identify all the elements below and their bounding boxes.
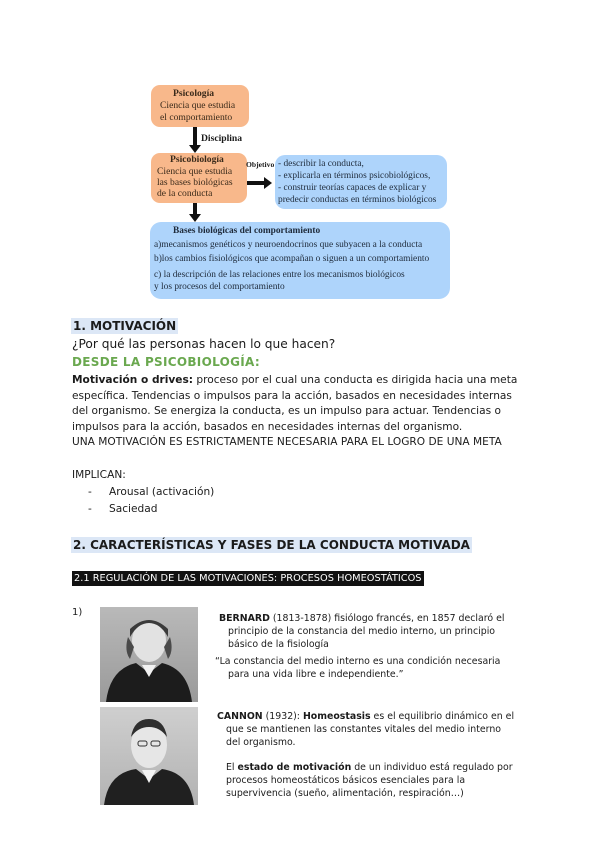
definition-line-5: UNA MOTIVACIÓN ES ESTRICTAMENTE NECESARIA PARA EL LOGRO DE UNA META — [72, 436, 502, 448]
psicobiologia-line-1: Ciencia que estudia — [157, 166, 233, 177]
caracteristicas-heading: 2. CARACTERÍSTICAS Y FASES DE LA CONDUCTA MOTIVADA — [73, 538, 470, 552]
implican-item-text: Saciedad — [109, 502, 158, 515]
cannon-year: (1932): — [262, 711, 303, 722]
psicobiologia-line-3: de la conducta — [157, 188, 213, 199]
bullet-dash: - — [88, 502, 92, 515]
implican-item-text: Arousal (activación) — [109, 486, 215, 498]
objetivo-label: Objetivo — [246, 160, 275, 169]
bernard-name: BERNARD — [219, 613, 270, 624]
implican-item — [88, 485, 214, 501]
cannon-p2-line-2: procesos homeostáticos básicos esenciales para la — [226, 775, 466, 786]
cannon-p2-pre: El — [226, 762, 238, 773]
bases-line-c: c) la descripción de las relaciones entre los mecanismos biológicos — [154, 270, 405, 280]
bases-box — [150, 222, 450, 299]
psicologia-line-2: el comportamiento — [160, 112, 233, 123]
cannon-p2-line-3: supervivencia (sueño, alimentación, respiración…) — [226, 788, 464, 799]
portrait-silhouette — [100, 707, 198, 805]
item-number: 1) — [72, 607, 83, 618]
psicobiologia-line-2: las bases biológicas — [157, 177, 233, 188]
cannon-line-3: del organismo. — [226, 737, 296, 748]
bernard-line-3: básico de la fisiología — [228, 639, 329, 650]
bernard-line-1: (1813-1878) fisiólogo francés, en 1857 declaró el — [269, 613, 505, 624]
objetivo-box — [275, 155, 447, 209]
disciplina-label: Disciplina — [201, 133, 243, 144]
regulacion-subheading: 2.1 REGULACIÓN DE LAS MOTIVACIONES: PROCESOS HOMEOSTÁTICOS — [74, 573, 422, 584]
objetivo-line-2: - explicarla en términos psicobiológicos, — [278, 171, 431, 181]
motivacion-heading: 1. MOTIVACIÓN — [73, 319, 177, 333]
bases-line-a: a)mecanismos genéticos y neuroendocrinos que subyacen a la conducta — [154, 240, 423, 250]
objetivo-line-3: - construir teorías capaces de explicar y — [278, 183, 427, 193]
homeostasis-term: Homeostasis — [302, 711, 371, 722]
definition-line-3: del organismo. Se energiza la conducta, es un impulso para actuar. Tendencias o — [72, 405, 501, 417]
motivacion-question: ¿Por qué las personas hacen lo que hacen? — [72, 337, 336, 351]
bernard-quote-1: “La constancia del medio interno es una condición necesaria — [215, 656, 501, 667]
psicobiologia-title: Psicobiología — [170, 154, 224, 165]
psicobiologia-subheading: DESDE LA PSICOBIOLOGÍA: — [72, 355, 260, 369]
arrow-bases — [189, 203, 201, 222]
cannon-portrait — [100, 707, 198, 805]
bernard-line-2: principio de la constancia del medio interno, un principio — [228, 626, 496, 637]
cannon-line-2: que se mantienen las constantes vitales del medio interno — [226, 724, 502, 735]
bernard-quote-2: para una vida libre e independiente.” — [228, 669, 404, 680]
psicobiologia-box — [151, 153, 247, 203]
arrow-objetivo — [247, 177, 272, 189]
cannon-name: CANNON — [217, 711, 263, 722]
arrow-disciplina — [189, 127, 201, 153]
implican-item — [88, 502, 214, 518]
cannon-p2-line-1: de un individuo está regulado por — [351, 762, 513, 773]
definition-line-4: impulsos para la acción, basados en necesidades internas del organismo. — [72, 420, 463, 433]
motivacion-definition — [72, 373, 542, 451]
implican-label: IMPLICAN: — [72, 469, 126, 481]
bases-title: Bases biológicas del comportamiento — [173, 226, 321, 236]
definition-line-2: específica. Tendencias o impulsos para la acción, basados en necesidades internas — [72, 389, 512, 402]
psicologia-line-1: Ciencia que estudia — [160, 100, 236, 111]
bullet-dash: - — [88, 486, 92, 498]
bases-line-c2: y los procesos del comportamiento — [154, 282, 285, 292]
motivation-state-term: estado de motivación — [237, 762, 352, 773]
cannon-line-1: es el equilibrio dinámico en el — [370, 711, 515, 722]
objetivo-line-1: - describir la conducta, — [278, 159, 364, 169]
definition-line-1: proceso por el cual una conducta es dirigida hacia una meta — [193, 374, 518, 386]
bernard-text — [215, 612, 519, 681]
bases-line-b: b)los cambios fisiológicos que acompañan o siguen a un comportamiento — [154, 254, 430, 264]
portrait-silhouette — [100, 607, 198, 702]
psicologia-title: Psicología — [173, 88, 215, 99]
implican-list — [88, 485, 214, 517]
objetivo-line-4: predecir conductas en términos biológicos — [278, 195, 437, 205]
bernard-portrait — [100, 607, 198, 702]
definition-term: Motivación o drives: — [72, 374, 194, 386]
cannon-text — [217, 710, 517, 800]
